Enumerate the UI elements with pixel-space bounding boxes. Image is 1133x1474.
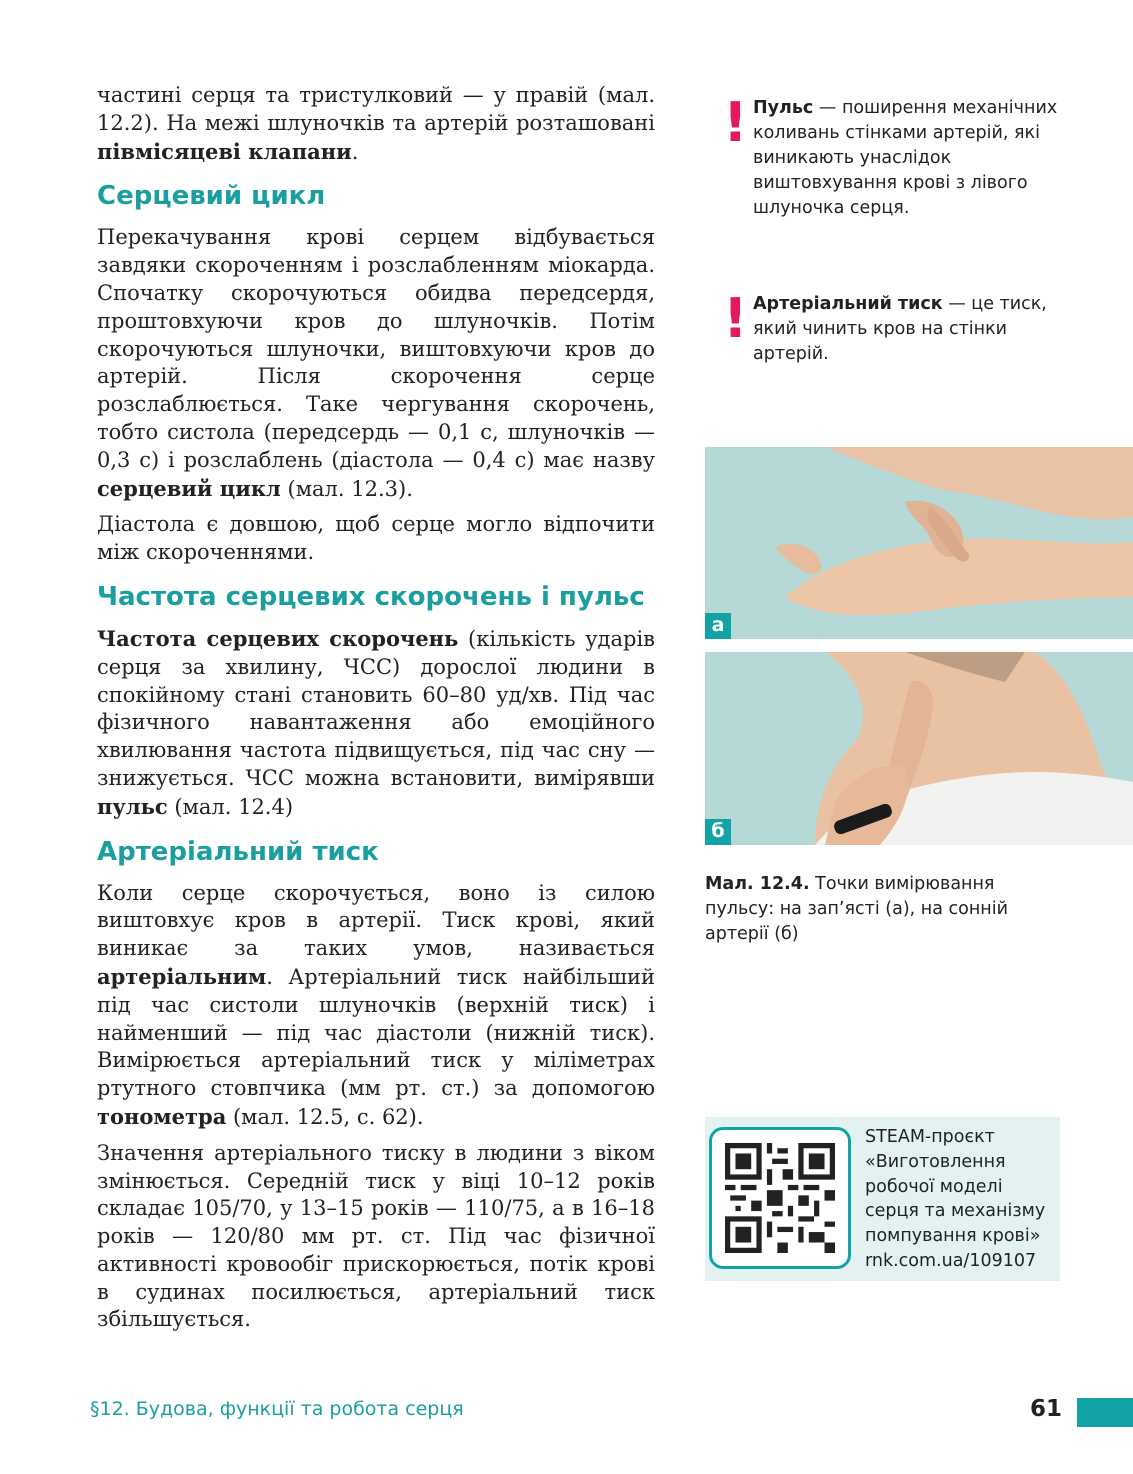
steam-project-link[interactable]: rnk.com.ua/109107 [865,1250,1037,1271]
heading-cardiac-cycle: Серцевий цикл [97,181,326,212]
photo-label-a: а [705,613,731,639]
definition-blood-pressure [723,287,1063,367]
steam-project-box [705,1117,1060,1281]
heading-heart-rate-pulse: Частота серцевих скорочень і пульс [97,581,645,612]
photo-wrist-pulse [705,447,1133,639]
paragraph-diastole: Діастола є довшою, щоб серце могло відпочити між скороченнями. [97,512,655,565]
footer-section-title: §12. Будова, функції та робота серця [90,1398,464,1420]
page-number: 61 [1030,1396,1063,1422]
qr-code-icon [725,1143,835,1253]
figure-caption: Мал. 12.4. Точки вимірювання пульсу: на зап’ясті (а), на сонній артерії (б) [705,874,1008,944]
paragraph-heart-rate: Частота серцевих скорочень (кількість ударів серця за хвилину, ЧСС) дорослої людини в спокійному стані становить 60–80 уд/хв. Під час фізичного навантаження або емоційного хвилювання частота підвищується, під час сну — знижується. ЧСС можна встановити, вимірявши пульс (мал. 12.4) [97,625,655,819]
definition-blood-pressure-text: Артеріальний тиск — це тиск, який чинить кров на стінки артерій. [753,294,1047,364]
qr-code[interactable] [709,1127,851,1269]
photo-label-b: б [705,819,731,845]
page-tab-marker [1077,1398,1133,1427]
wrist-pulse-illustration [705,447,1133,639]
paragraph-pressure-values: Значення артеріального тиску в людини з віком змінюється. Середній тиск у віці 10–12 років складає 105/70, у 13–15 років — 110/75, а в 16–18 років — 120/80 мм рт. ст. Під час фізичної активності кровообіг прискорюється, потік крові в судинах посилюється, артеріальний тиск збільшується. [97,1140,655,1332]
steam-project-text: STEAM-проєкт «Виготовлення робочої моделі серця та механізму помпування крові» rnk.com.ua/109107 [865,1125,1045,1274]
paragraph-cardiac-cycle: Перекачування крові серцем відбувається завдяки скороченням і розслабленням міокарда. Спочатку скорочуються обидва передсердя, проштовхуючи кров до шлуночків. Потім скорочуються шлуночки, виштовхуючи кров до артерій. Після скорочення серце розслаблюється. Таке чергування скорочень, тобто систола (передсердь — 0,1 с, шлуночків — 0,3 с) і розслаблень (діастола — 0,4 с) має назву серцевий цикл (мал. 12.3). [97,225,655,501]
definition-pulse-text: Пульс — поширення механічних коливань стінками артерій, які виникають унаслідок виштовхування крові з лівого шлуночка серця. [753,98,1058,218]
exclamation-icon: ! [723,91,748,154]
paragraph-blood-pressure: Коли серце скорочується, воно із силою виштовхує кров в артерії. Тиск крові, який виникає за таких умов, називається артеріальним. Артеріальний тиск найбільший під час систоли шлуночків (верхній тиск) і найменший — під час діастоли (нижній тиск). Вимірюється артеріальний тиск у міліметрах ртутного стовпчика (мм рт. ст.) за допомогою тонометра (мал. 12.5, с. 62). [97,880,655,1129]
definition-pulse [723,91,1073,221]
main-column [97,82,655,1342]
heading-blood-pressure: Артеріальний тиск [97,836,379,867]
carotid-pulse-illustration [705,652,1133,845]
photo-carotid-pulse [705,652,1133,845]
paragraph-valves: частині серця та тристулковий — у правій (мал. 12.2). На межі шлуночків та артерій розташовані півмісяцеві клапани. [97,83,655,164]
exclamation-icon: ! [723,287,748,350]
